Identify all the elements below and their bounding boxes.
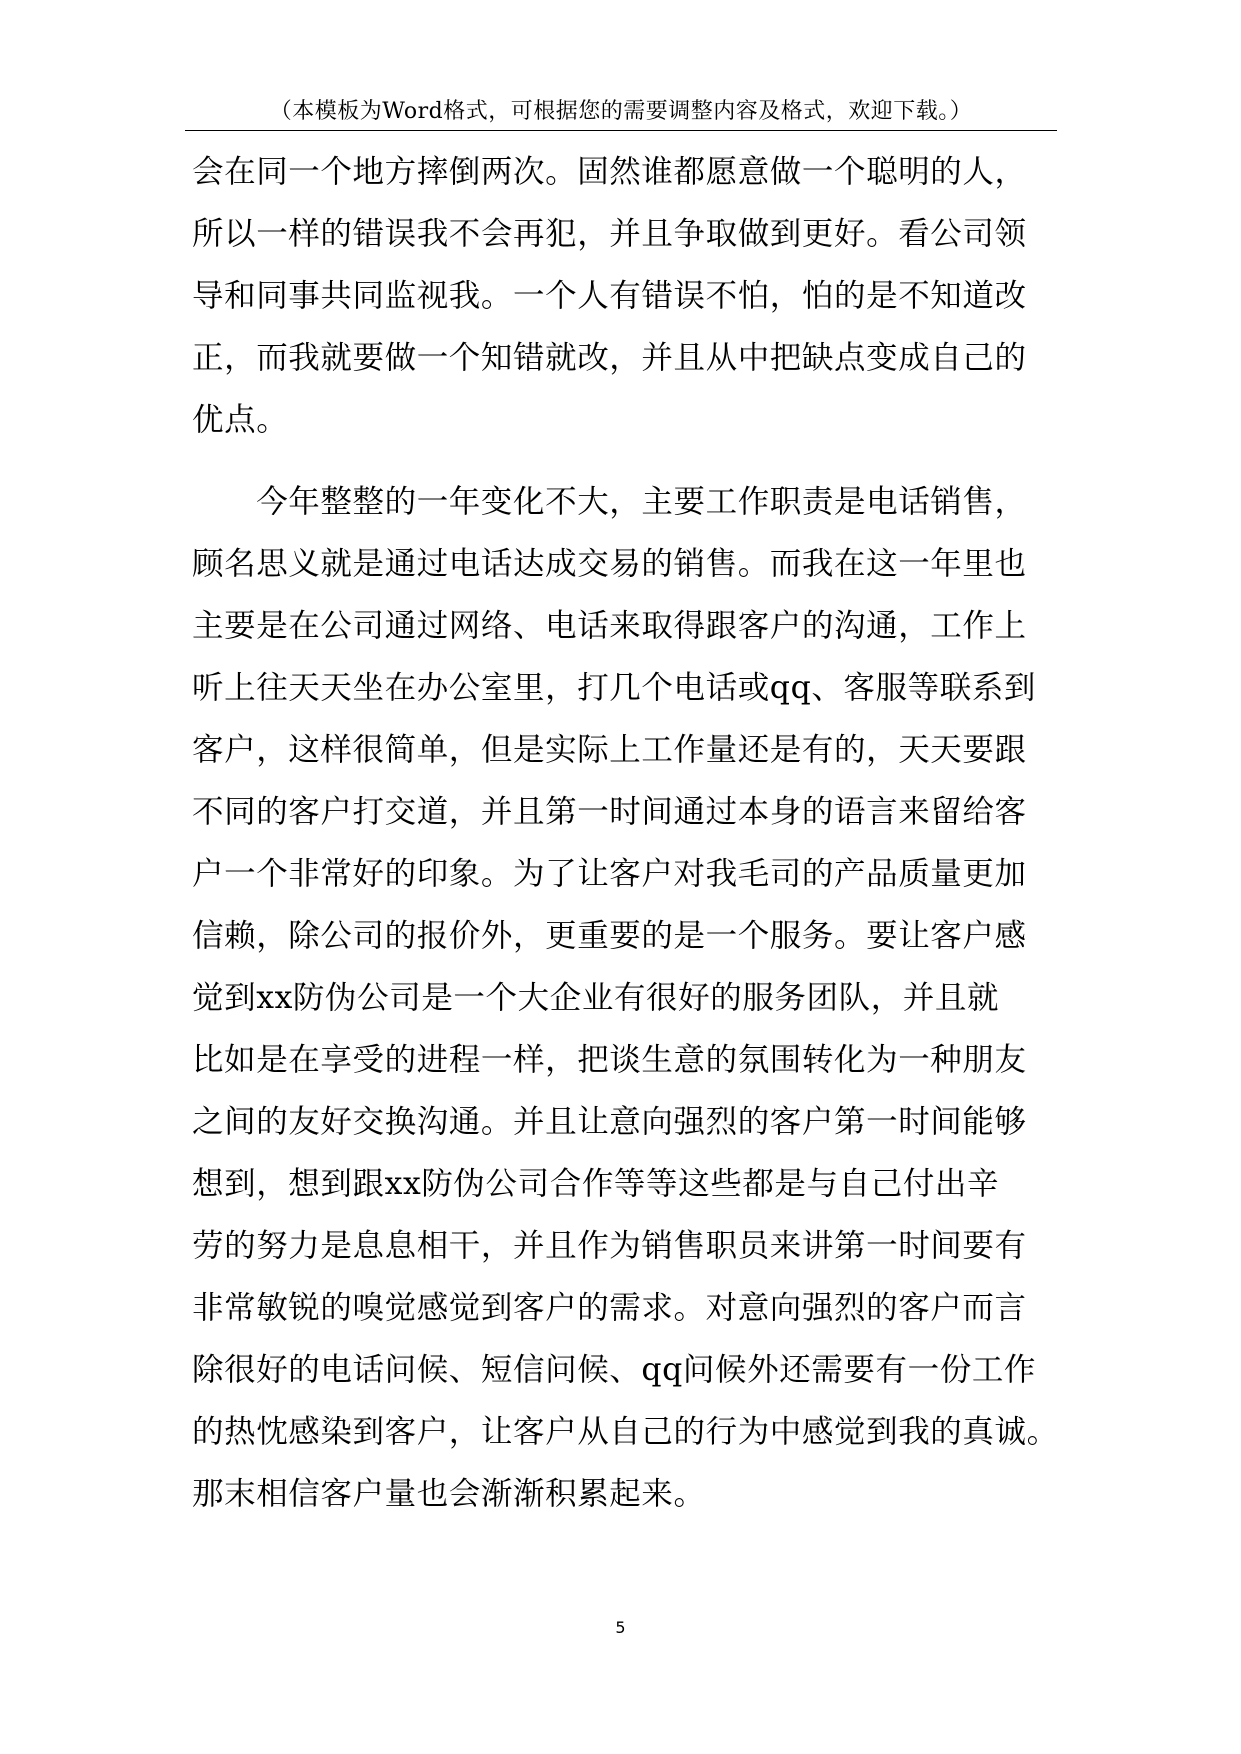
text-line: 劳的努力是息息相干，并且作为销售职员来讲第一时间要有 bbox=[192, 1228, 1027, 1264]
text-line: 非常敏锐的嗅觉感觉到客户的需求。对意向强烈的客户而言 bbox=[192, 1290, 1027, 1326]
text-line: 信赖，除公司的报价外，更重要的是一个服务。要让客户感 bbox=[192, 918, 1027, 954]
text-line: 比如是在享受的进程一样，把谈生意的氛围转化为一种朋友 bbox=[192, 1042, 1027, 1078]
text-line: 户一个非常好的印象。为了让客户对我毛司的产品质量更加 bbox=[192, 856, 1027, 892]
text-line: 会在同一个地方摔倒两次。固然谁都愿意做一个聪明的人， bbox=[192, 154, 1027, 190]
header-divider bbox=[185, 130, 1057, 131]
text-line: 主要是在公司通过网络、电话来取得跟客户的沟通，工作上 bbox=[192, 608, 1027, 644]
text-line: 所以一样的错误我不会再犯，并且争取做到更好。看公司领 bbox=[192, 216, 1027, 252]
text-line: 客户，这样很简单，但是实际上工作量还是有的，天天要跟 bbox=[192, 732, 1027, 768]
text-line: 那末相信客户量也会渐渐积累起来。 bbox=[192, 1476, 706, 1512]
page-number: 5 bbox=[615, 1618, 626, 1637]
text-line: 今年整整的一年变化不大，主要工作职责是电话销售， bbox=[192, 484, 1027, 520]
document-header: （本模板为Word格式，可根据您的需要调整内容及格式，欢迎下载。） bbox=[269, 99, 973, 124]
text-line: 之间的友好交换沟通。并且让意向强烈的客户第一时间能够 bbox=[192, 1104, 1027, 1140]
text-line: 想到，想到跟xx防伪公司合作等等这些都是与自己付出辛 bbox=[192, 1166, 1000, 1202]
text-line: 除很好的电话问候、短信问候、qq问候外还需要有一份工作 bbox=[192, 1352, 1037, 1388]
text-line: 优点。 bbox=[192, 402, 289, 438]
text-line: 正，而我就要做一个知错就改，并且从中把缺点变成自己的 bbox=[192, 340, 1027, 376]
text-line: 觉到xx防伪公司是一个大企业有很好的服务团队，并且就 bbox=[192, 980, 1000, 1016]
text-line: 听上往天天坐在办公室里，打几个电话或qq、客服等联系到 bbox=[192, 670, 1037, 706]
document-body bbox=[192, 141, 1072, 1525]
paragraph-1 bbox=[192, 141, 1072, 451]
text-line: 导和同事共同监视我。一个人有错误不怕，怕的是不知道改 bbox=[192, 278, 1027, 314]
text-line: 的热忱感染到客户，让客户从自己的行为中感觉到我的真诚。 bbox=[192, 1414, 1059, 1450]
paragraph-spacing bbox=[192, 451, 1072, 471]
text-line: 顾名思义就是通过电话达成交易的销售。而我在这一年里也 bbox=[192, 546, 1027, 582]
text-line: 不同的客户打交道，并且第一时间通过本身的语言来留给客 bbox=[192, 794, 1027, 830]
paragraph-2 bbox=[192, 471, 1072, 1525]
